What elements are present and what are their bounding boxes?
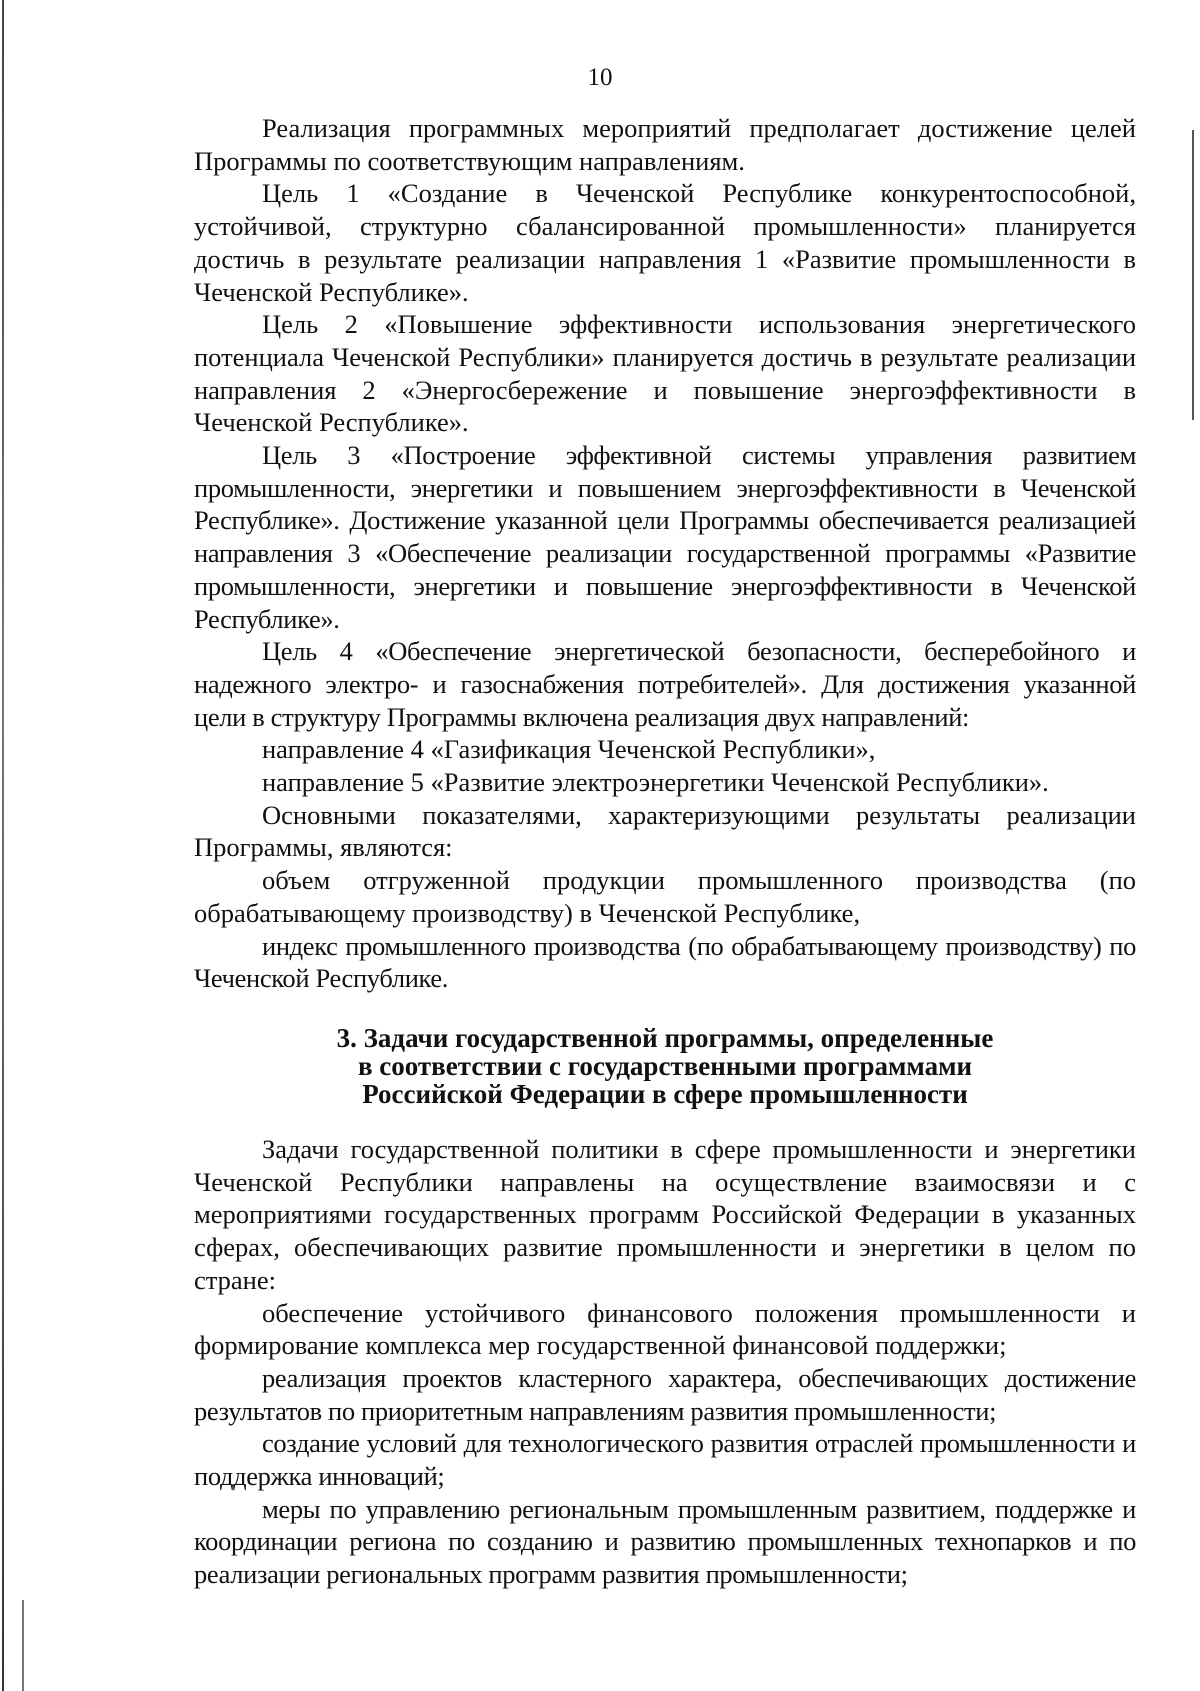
scan-edge-right <box>1192 130 1194 420</box>
paragraph: реализация проектов кластерного характера, обеспечивающих достижение результатов по приоритетным направлениям развития промышленности; <box>194 1362 1136 1426</box>
paragraph: Цель 2 «Повышение эффективности использования энергетического потенциала Чеченской Республики» планируется достичь в результате реализации направления 2 «Энергосбережение и повышение энергоэффективности в Чеченской Республике». <box>194 309 1136 438</box>
paragraph: Цель 1 «Создание в Чеченской Республике конкурентоспособной, устойчивой, структурно сбалансированной промышленности» планируется достичь в результате реализации направления 1 «Развитие промышленности в Чеченской Республике». <box>194 178 1136 307</box>
paragraph: направление 5 «Развитие электроэнергетики Чеченской Республики». <box>262 767 1049 798</box>
paragraph: объем отгруженной продукции промышленного производства (по обрабатывающему производству) в Чеченской Республике, <box>194 865 1136 928</box>
paragraph: Цель 3 «Построение эффективной системы управления развитием промышленности, энергетики и повышением энергоэффективности в Чеченской Республике». Достижение указанной цели Программы обеспечивается реализацией направления 3 «Обеспечение реализации государственной программы «Развитие промышленности, энергетики и повышение энергоэффективности в Чеченской Республике». <box>194 440 1136 634</box>
paragraph: направление 4 «Газификация Чеченской Республики», <box>262 734 876 765</box>
section-heading-line: 3. Задачи государственной программы, определенные <box>336 1023 994 1053</box>
paragraph: обеспечение устойчивого финансового положения промышленности и формирование комплекса мер государственной финансовой поддержки; <box>194 1297 1136 1361</box>
paragraph: меры по управлению региональным промышленным развитием, поддержке и координации региона по созданию и развитию промышленных технопарков и по реализации региональных программ развития промышленности; <box>194 1493 1136 1590</box>
section-heading-line: Российской Федерации в сфере промышленности <box>362 1079 968 1109</box>
paragraph: Основными показателями, характеризующими результаты реализации Программы, являются: <box>194 799 1136 863</box>
section-heading <box>194 1024 1136 1108</box>
body-text-tasks <box>194 1133 1136 1591</box>
paragraph: Цель 4 «Обеспечение энергетической безопасности, бесперебойного и надежного электро- и газоснабжения потребителей». Для достижения указанной цели в структуру Программы включена реализация двух направлений: <box>194 636 1136 732</box>
paragraph: Задачи государственной политики в сфере промышленности и энергетики Чеченской Республики направлены на осуществление взаимосвязи и с мероприятиями государственных программ Российской Федерации в указанных сферах, обеспечивающих развитие промышленности и энергетики в целом по стране: <box>194 1134 1136 1295</box>
paragraph: создание условий для технологического развития отраслей промышленности и поддержка инноваций; <box>194 1428 1136 1492</box>
scan-edge-left <box>2 0 4 1691</box>
scan-mark-left <box>22 1600 24 1691</box>
paragraph: индекс промышленного производства (по обрабатывающему производству) по Чеченской Республике. <box>194 930 1136 994</box>
section-heading-line: в соответствии с государственными программами <box>357 1051 973 1081</box>
paragraph: Реализация программных мероприятий предполагает достижение целей Программы по соответствующим направлениям. <box>194 113 1136 176</box>
page-number: 10 <box>587 64 613 91</box>
body-text-goals <box>194 112 1136 995</box>
